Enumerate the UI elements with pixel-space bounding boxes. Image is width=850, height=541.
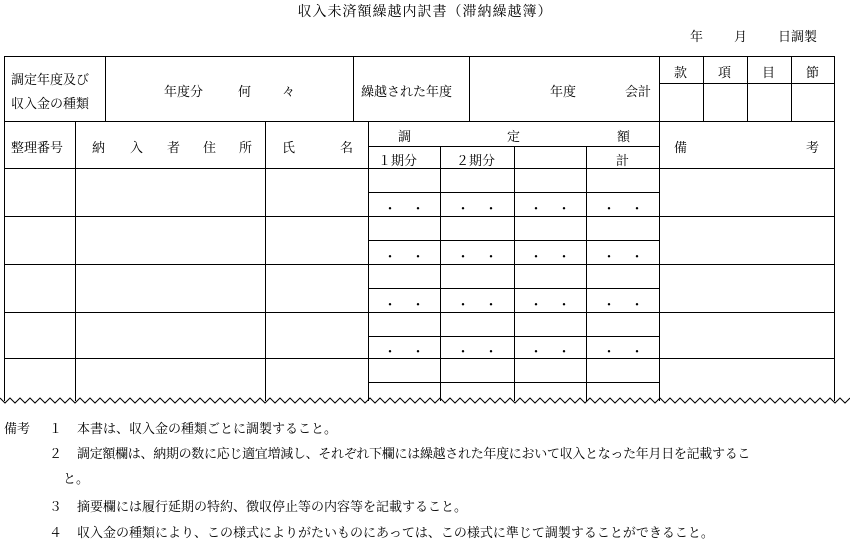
date-dots: ・ ・ xyxy=(456,202,499,217)
col-payer-char-3: 者 xyxy=(167,141,181,156)
carried-year-label: 繰越された年度 xyxy=(361,85,453,100)
note-4-number: ４ xyxy=(49,526,63,541)
col-payer-char-5: 所 xyxy=(239,141,253,156)
date-dots: ・ ・ xyxy=(383,345,426,360)
note-4-text: 収入金の種類により、この様式によりがたいものにあっては、この様式に準じて調製することができること。 xyxy=(77,526,714,541)
date-dots: ・ ・ xyxy=(456,250,499,265)
fiscal-year-label: 年度 xyxy=(550,85,577,100)
note-3-number: ３ xyxy=(49,500,63,515)
date-dots: ・ ・ xyxy=(602,298,645,313)
note-2-text: 調定額欄は、納期の数に応じ適宜増減し、それぞれ下欄には繰越された年度において収入となった年月日を記載するこ xyxy=(77,447,751,462)
document-title: 収入未済額繰越内訳書（滞納繰越簿） xyxy=(297,4,553,20)
date-dots: ・ ・ xyxy=(602,202,645,217)
col-name-char-1: 氏 xyxy=(282,141,296,156)
category-label-line1: 調定年度及び xyxy=(11,73,90,88)
date-dots: ・ ・ xyxy=(383,202,426,217)
date-dots: ・ ・ xyxy=(456,345,499,360)
date-dots: ・ ・ xyxy=(529,345,572,360)
date-dots: ・ ・ xyxy=(529,202,572,217)
col-period2: ２期分 xyxy=(456,154,496,169)
col-name-char-2: 名 xyxy=(340,141,354,156)
torn-edge-wave xyxy=(0,396,850,406)
col-payer-char-4: 住 xyxy=(203,141,217,156)
col-seiri-number: 整理番号 xyxy=(11,141,64,156)
col-payer-char-1: 納 xyxy=(92,141,106,156)
account-label: 会計 xyxy=(625,85,652,100)
budget-setsu-label: 節 xyxy=(806,66,820,81)
note-2-continuation: と。 xyxy=(63,472,90,487)
date-year-label: 年 xyxy=(690,30,704,45)
notes-heading: 備考 xyxy=(4,422,31,437)
date-dots: ・ ・ xyxy=(602,345,645,360)
date-month-label: 月 xyxy=(734,30,748,45)
col-remarks-char-2: 考 xyxy=(806,141,820,156)
category-label-line2: 収入金の種類 xyxy=(11,97,90,112)
date-day-label: 日調製 xyxy=(778,30,818,45)
year-portion-label: 年度分 xyxy=(164,85,204,100)
col-total: 計 xyxy=(616,154,630,169)
col-assessed-char-2: 定 xyxy=(507,130,521,145)
note-2-number: ２ xyxy=(49,447,63,462)
note-3-text: 摘要欄には履行延期の特約、徴収停止等の内容等を記載すること。 xyxy=(77,500,468,515)
col-remarks-char-1: 備 xyxy=(674,141,688,156)
col-assessed-char-1: 調 xyxy=(398,130,412,145)
date-dots: ・ ・ xyxy=(383,298,426,313)
budget-moku-label: 目 xyxy=(762,66,776,81)
budget-kou-label: 項 xyxy=(718,66,732,81)
col-assessed-char-3: 額 xyxy=(617,130,631,145)
date-dots: ・ ・ xyxy=(529,250,572,265)
date-dots: ・ ・ xyxy=(383,250,426,265)
repeat-mark: 々 xyxy=(282,85,296,100)
date-dots: ・ ・ xyxy=(456,298,499,313)
budget-kan-label: 款 xyxy=(674,66,688,81)
note-1-text: 本書は、収入金の種類ごとに調製すること。 xyxy=(77,422,338,437)
date-dots: ・ ・ xyxy=(602,250,645,265)
date-dots: ・ ・ xyxy=(529,298,572,313)
col-payer-char-2: 入 xyxy=(130,141,144,156)
nanno-label: 何 xyxy=(238,85,252,100)
note-1-number: １ xyxy=(49,422,63,437)
col-period1: １期分 xyxy=(378,154,418,169)
